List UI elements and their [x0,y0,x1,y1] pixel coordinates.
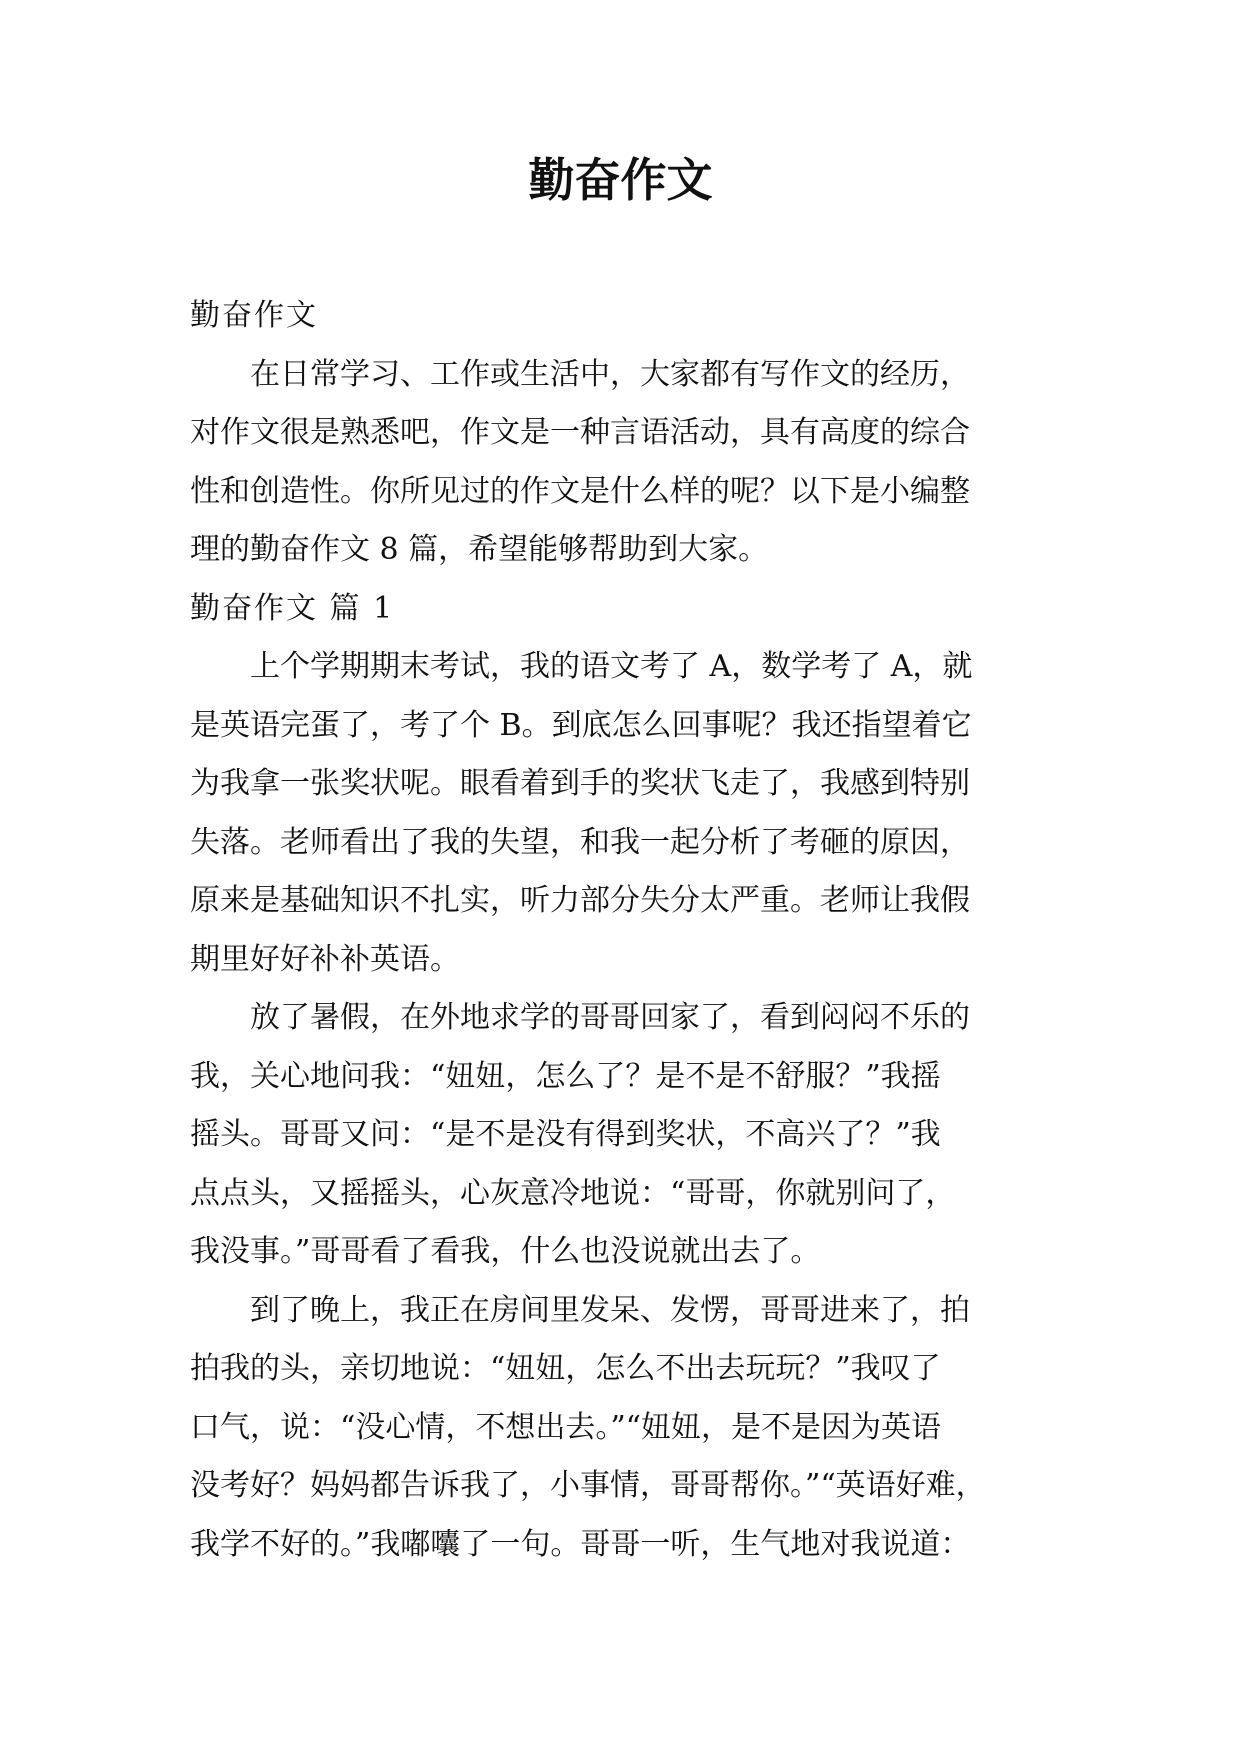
section-heading: 勤奋作文 篇 1 [190,590,395,626]
paragraph-line: 放了暑假，在外地求学的哥哥回家了，看到闷闷不乐的 [190,1000,970,1035]
paragraph-line: 上个学期期末考试，我的语文考了 A，数学考了 A，就 [190,649,973,684]
paragraph-line: 我学不好的。”我嘟囔了一句。哥哥一听，生气地对我说道： [190,1526,971,1562]
document-body [190,287,1080,1574]
paragraph-line: 在日常学习、工作或生活中，大家都有写作文的经历， [190,356,970,392]
paragraph-line: 为我拿一张奖状呢。眼看着到手的奖状飞走了，我感到特别 [190,766,970,801]
section-heading: 勤奋作文 [190,298,318,333]
document-title: 勤奋作文 [528,153,713,207]
paragraph-line: 是英语完蛋了，考了个 B。到底怎么回事呢？我还指望着它 [190,707,972,743]
paragraph-line: 口气，说：“没心情，不想出去。”“妞妞，是不是因为英语 [190,1409,942,1445]
paragraph-line: 失落。老师看出了我的失望，和我一起分析了考砸的原因， [190,824,970,860]
paragraph-line: 性和创造性。你所见过的作文是什么样的呢？以下是小编整 [190,473,970,509]
paragraph-line: 我没事。”哥哥看了看我，什么也没说就出去了。 [190,1234,821,1269]
paragraph-line: 拍我的头，亲切地说：“妞妞，怎么不出去玩玩？”我叹了 [190,1351,941,1386]
paragraph-line: 摇头。哥哥又问：“是不是没有得到奖状，不高兴了？”我 [190,1117,941,1152]
paragraph-line: 期里好好补补英语。 [190,941,460,977]
paragraph-line: 对作文很是熟悉吧，作文是一种言语活动，具有高度的综合 [190,415,970,450]
paragraph-line: 我，关心地问我：“妞妞，怎么了？是不是不舒服？”我摇 [190,1058,941,1094]
paragraph-line: 点点头，又摇摇头，心灰意冷地说：“哥哥，你就别问了， [190,1175,956,1211]
paragraph-line: 没考好？妈妈都告诉我了，小事情，哥哥帮你。”“英语好难， [190,1468,986,1503]
paragraph-line: 原来是基础知识不扎实，听力部分失分太严重。老师让我假 [190,883,970,918]
paragraph-line: 到了晚上，我正在房间里发呆、发愣，哥哥进来了，拍 [190,1292,970,1328]
paragraph-line: 理的勤奋作文 8 篇，希望能够帮助到大家。 [190,532,769,567]
